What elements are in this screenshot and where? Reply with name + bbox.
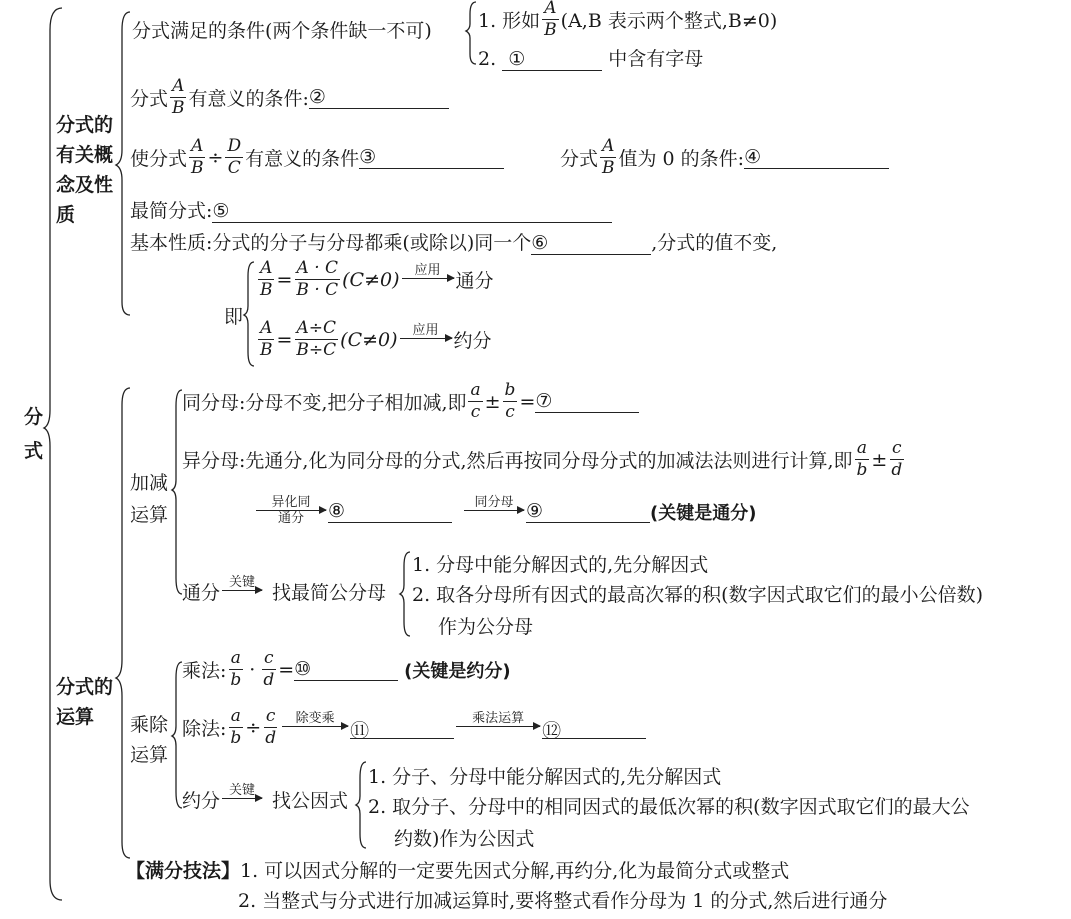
div2-b-numerator: c: [265, 706, 276, 726]
yuefen-item-1: 1. 分子、分母中能分解因式的,先分解因式: [368, 766, 722, 788]
div2-a-numerator: a: [230, 706, 241, 726]
f2-right-fraction: [294, 320, 338, 359]
yuefen-item-3: 约数)作为公因式: [394, 828, 535, 850]
cond-brace: [466, 2, 476, 64]
basic-suffix: ,分式的值不变,: [651, 232, 778, 254]
f2-left-numerator: A: [260, 318, 273, 338]
blank-2[interactable]: [309, 86, 449, 109]
mul-b-denominator: d: [263, 670, 275, 690]
zero-fraction: [600, 138, 617, 177]
zero-suffix: 值为 0 的条件:: [618, 148, 745, 170]
blank-12-number: ⑫: [542, 720, 562, 742]
chain-arrow-2-top: 同分母: [474, 495, 514, 510]
f1-arrow: [402, 264, 454, 295]
addsub-brace: [172, 390, 182, 594]
same-equals: =: [519, 390, 536, 413]
blank-1[interactable]: [502, 48, 602, 71]
basic-prefix: 基本性质:分式的分子与分母都乘(或除以)同一个: [130, 232, 532, 254]
tip-2: 2. 当整式与分式进行加减运算时,要将整式看作分母为 1 的分式,然后进行通分: [238, 890, 888, 912]
mul-equals: =: [278, 658, 295, 681]
addsub-label-1: 加减: [130, 472, 169, 494]
div-arrow-2: [456, 712, 540, 743]
div-a-denominator: B: [191, 158, 204, 178]
tongfen-target: 找最简公分母: [272, 582, 387, 604]
zero-row: [560, 138, 889, 177]
right-arrow-icon: [402, 278, 454, 279]
f1-left-fraction: [258, 260, 275, 299]
chain-key-note: (关键是通分): [650, 502, 757, 524]
div-meaningful-prefix: 使分式: [130, 148, 188, 170]
div-meaningful-row: [130, 138, 504, 177]
tongfen-item-3: 作为公分母: [438, 616, 534, 638]
tongfen-label: 通分: [182, 582, 221, 604]
div-meaningful-suffix: 有意义的条件: [245, 148, 360, 170]
diff-b-denominator: d: [891, 460, 903, 480]
tongfen-brace: [400, 552, 410, 636]
diff-fraction-a: [855, 440, 870, 479]
right-arrow-icon: [222, 798, 262, 799]
cond-label: 分式满足的条件(两个条件缺一不可): [132, 20, 432, 42]
section1-title-line3: 念及性: [56, 174, 114, 196]
div-arrow-1-label: 除变乘: [295, 711, 335, 726]
chain-arrow-1-top: 异化同: [271, 495, 311, 510]
f1-left-denominator: B: [260, 280, 273, 300]
formula-tongfen: [256, 260, 494, 299]
meaningful-denominator: B: [172, 98, 185, 118]
diff-operator: ±: [871, 448, 888, 471]
div-arrow-1: [282, 712, 348, 743]
same-fraction-b: [503, 382, 518, 421]
cond-2: [478, 44, 703, 71]
tips-row-1: [126, 856, 789, 883]
diff-a-numerator: a: [856, 438, 868, 458]
section2-brace: [116, 388, 130, 858]
same-b-numerator: b: [504, 380, 516, 400]
mul-a-numerator: a: [230, 648, 241, 668]
same-a-numerator: a: [470, 380, 481, 400]
cond-1-frac-numerator: A: [544, 0, 557, 18]
blank-4[interactable]: [744, 146, 889, 169]
div2-b-denominator: d: [265, 728, 277, 748]
cond-1-fraction: [542, 0, 559, 39]
yuefen-label: 约分: [182, 790, 221, 812]
same-denominator-row: [182, 382, 639, 421]
right-arrow-icon: [456, 726, 540, 727]
f2-equals: =: [276, 328, 293, 351]
blank-7[interactable]: [535, 390, 639, 413]
f2-arrow: [400, 324, 452, 355]
f1-right-numerator: A · C: [296, 258, 339, 278]
chain-arrow-1: [256, 496, 326, 527]
mul-b-numerator: c: [264, 648, 274, 668]
f2-left-denominator: B: [260, 340, 273, 360]
diff-b-numerator: c: [892, 438, 902, 458]
mul-key-note: (关键是约分): [404, 660, 511, 682]
f2-arrow-label: 应用: [412, 323, 439, 338]
tongfen-item-1: 1. 分母中能分解因式的,先分解因式: [412, 554, 709, 576]
tip-1: 1. 可以因式分解的一定要先因式分解,再约分,化为最简分式或整式: [240, 860, 790, 882]
mul-fraction-a: [228, 650, 243, 689]
simplest-label: 最简分式:: [130, 200, 213, 222]
blank-6[interactable]: [531, 232, 651, 255]
f1-equals: =: [276, 268, 293, 291]
same-operator: ±: [484, 390, 501, 413]
f2-condition: (C≠0): [340, 328, 398, 351]
yuefen-target: 找公因式: [272, 790, 349, 812]
right-arrow-icon: [400, 338, 452, 339]
blank-8[interactable]: [328, 500, 452, 523]
section1-brace: [116, 12, 130, 315]
section1-title-line4: 质: [56, 204, 76, 226]
muldiv-label-2: 运算: [130, 744, 169, 766]
f1-arrow-label: 应用: [414, 263, 441, 278]
ji-label: 即: [224, 306, 244, 328]
same-b-denominator: c: [505, 402, 515, 422]
same-prefix: 同分母:分母不变,把分子相加减,即: [182, 392, 467, 414]
chain-row: [254, 496, 756, 527]
div-arrow-2-label: 乘法运算: [472, 711, 525, 726]
f2-right-denominator: B÷C: [296, 340, 337, 360]
mul-prefix: 乘法:: [182, 660, 227, 682]
blank-2-number: ②: [308, 86, 326, 108]
meaningful-fraction: [170, 78, 187, 117]
div-meaningful-fraction-a: [189, 138, 206, 177]
f1-left-numerator: A: [260, 258, 273, 278]
diff-fraction-b: [889, 440, 904, 479]
blank-10[interactable]: [294, 658, 398, 681]
div-row: [182, 708, 646, 747]
blank-9[interactable]: [526, 500, 650, 523]
div2-operator: ÷: [245, 716, 262, 739]
blank-9-number: ⑨: [526, 500, 544, 522]
cond-1-frac-denominator: B: [544, 20, 557, 40]
div-fraction-a: [228, 708, 243, 747]
cond-1-suffix: (A,B 表示两个整式,B≠0): [560, 10, 778, 32]
tongfen-arrow: [222, 576, 262, 607]
blank-5[interactable]: [212, 200, 612, 223]
mul-operator: ·: [249, 658, 256, 681]
blank-6-number: ⑥: [531, 232, 549, 254]
div-prefix: 除法:: [182, 718, 227, 740]
section2-title-line1: 分式的: [56, 676, 114, 698]
tips-label: 【满分技法】: [126, 860, 241, 882]
muldiv-brace: [172, 662, 182, 808]
diff-a-denominator: b: [856, 460, 868, 480]
section2-title-line2: 运算: [56, 706, 95, 728]
blank-10-number: ⑩: [294, 658, 312, 680]
meaningful-prefix: 分式: [130, 88, 169, 110]
cond-2-prefix: 2.: [478, 48, 497, 70]
yuefen-brace: [356, 762, 366, 848]
meaningful-row: [130, 78, 449, 117]
same-a-denominator: c: [470, 402, 481, 422]
f1-right-denominator: B · C: [296, 280, 339, 300]
root-label-1: 分: [24, 406, 44, 428]
addsub-label-2: 运算: [130, 504, 169, 526]
right-arrow-icon: [464, 510, 524, 511]
f2-result: 约分: [453, 330, 492, 352]
right-arrow-icon: [256, 510, 326, 511]
yuefen-item-2: 2. 取分子、分母中的相同因式的最低次幂的积(数字因式取它们的最大公: [368, 796, 970, 818]
blank-11[interactable]: [350, 716, 454, 742]
same-fraction-a: [468, 382, 482, 421]
f2-left-fraction: [258, 320, 275, 359]
root-label-2: 式: [24, 440, 44, 462]
cond-1-prefix: 1. 形如: [478, 10, 541, 32]
f1-condition: (C≠0): [342, 268, 400, 291]
tongfen-item-2: 2. 取各分母所有因式的最高次幂的积(数字因式取它们的最小公倍数): [412, 584, 983, 606]
chain-arrow-2: [464, 496, 524, 527]
meaningful-numerator: A: [172, 76, 185, 96]
simplest-row: [130, 196, 612, 223]
div-meaningful-fraction-b: [225, 138, 243, 177]
cond-1: [478, 0, 777, 39]
div2-a-denominator: b: [230, 728, 242, 748]
div-b-numerator: D: [227, 136, 242, 156]
blank-12[interactable]: [542, 716, 646, 742]
blank-1-number: ①: [508, 48, 526, 70]
f2-right-numerator: A÷C: [296, 318, 337, 338]
div-operator: ÷: [207, 146, 224, 169]
muldiv-label-1: 乘除: [130, 714, 169, 736]
blank-11-number: ⑪: [350, 720, 370, 742]
blank-3-number: ③: [359, 146, 377, 168]
ji-brace: [244, 262, 254, 366]
yuefen-arrow: [222, 784, 262, 815]
chain-arrow-1-bottom: 通分: [277, 511, 304, 526]
meaningful-suffix: 有意义的条件:: [188, 88, 309, 110]
blank-7-number: ⑦: [535, 390, 553, 412]
yuefen-arrow-label: 关键: [229, 783, 256, 798]
blank-8-number: ⑧: [328, 500, 346, 522]
div-a-numerator: A: [191, 136, 204, 156]
section1-title-line1: 分式的: [56, 114, 114, 136]
right-arrow-icon: [282, 726, 348, 727]
yuefen-row: [182, 784, 348, 815]
section1-title-line2: 有关概: [56, 144, 114, 166]
right-arrow-icon: [222, 590, 262, 591]
div-fraction-b: [263, 708, 278, 747]
diff-denominator-row: [182, 440, 906, 479]
blank-3[interactable]: [359, 146, 504, 169]
diff-prefix: 异分母:先通分,化为同分母的分式,然后再按同分母分式的加减法法则进行计算,即: [182, 450, 853, 472]
zero-numerator: A: [602, 136, 615, 156]
blank-5-number: ⑤: [212, 200, 230, 222]
formula-yuefen: [256, 320, 492, 359]
f1-result: 通分: [455, 270, 494, 292]
cond-2-suffix: 中含有字母: [608, 48, 704, 70]
tongfen-arrow-label: 关键: [229, 575, 256, 590]
div-b-denominator: C: [227, 158, 241, 178]
zero-denominator: B: [602, 158, 615, 178]
blank-4-number: ④: [744, 146, 762, 168]
basic-row: [130, 228, 777, 255]
zero-prefix: 分式: [560, 148, 599, 170]
mul-row: [182, 650, 511, 689]
mul-a-denominator: b: [230, 670, 242, 690]
mul-fraction-b: [261, 650, 276, 689]
f1-right-fraction: [294, 260, 340, 299]
tongfen-row: [182, 576, 386, 607]
